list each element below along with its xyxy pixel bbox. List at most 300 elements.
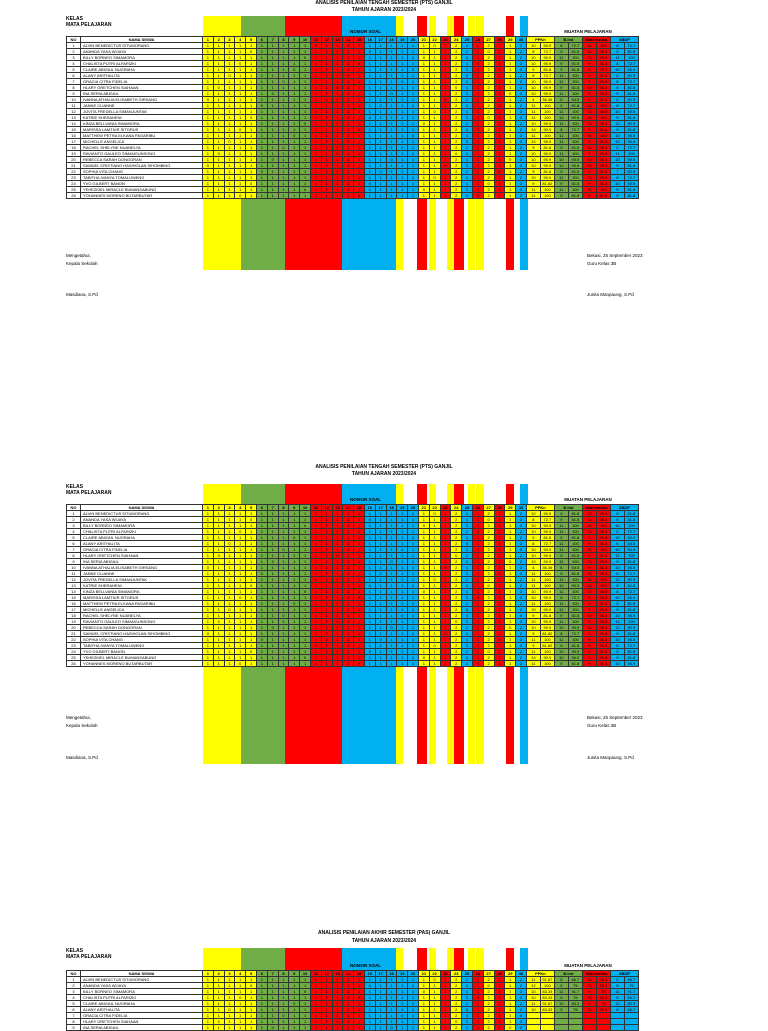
row-no: 14 [67, 589, 81, 595]
question-mark: 1 [472, 977, 483, 983]
question-mark: 1 [494, 175, 505, 181]
subject-score: 9 [582, 541, 596, 547]
question-mark: 1 [278, 511, 289, 517]
question-mark: 1 [224, 577, 235, 583]
guru-name: Junita Manpaung, S.Pd [587, 755, 634, 760]
question-mark: 1 [440, 61, 451, 67]
question-mark: 0 [516, 613, 527, 619]
subject-score: 81.8 [596, 631, 610, 637]
subject-score: 81.8 [596, 73, 610, 79]
subject-score: 90.9 [540, 151, 554, 157]
question-mark: 1 [364, 163, 375, 169]
subject-score: 11 [526, 115, 540, 121]
question-mark: 1 [375, 661, 386, 667]
question-mark: 1 [408, 175, 419, 181]
question-mark: 1 [494, 145, 505, 151]
question-mark: 1 [310, 61, 321, 67]
question-mark: 2 [516, 577, 527, 583]
row-no: 6 [67, 1007, 81, 1013]
question-mark: 1 [332, 1013, 343, 1019]
subject-score: 11 [554, 601, 568, 607]
question-mark: 2 [516, 541, 527, 547]
question-mark: 1 [418, 977, 429, 983]
question-mark: 0 [451, 619, 462, 625]
question-mark: 1 [224, 619, 235, 625]
question-mark: 1 [256, 649, 267, 655]
student-name: KATRIE SHERAHENI [81, 115, 203, 121]
subject-score: 90.9 [624, 661, 638, 667]
question-mark: 1 [440, 995, 451, 1001]
question-mark: 1 [289, 115, 300, 121]
student-name: YEHEZKIEL MIRACLE BUMANSABUNG [81, 187, 203, 193]
question-mark: 1 [462, 619, 473, 625]
subject-score: 81.8 [596, 601, 610, 607]
question-mark: 1 [300, 1019, 311, 1025]
question-mark: 1 [278, 181, 289, 187]
question-mark: 1 [203, 103, 214, 109]
header-question-16: 16 [364, 971, 375, 977]
question-mark: 1 [462, 187, 473, 193]
question-mark: 1 [310, 553, 321, 559]
question-mark: 1 [289, 1013, 300, 1019]
question-mark: 2 [483, 73, 494, 79]
question-mark: 2 [451, 607, 462, 613]
question-mark: 1 [246, 145, 257, 151]
subject-score: 81.8 [596, 565, 610, 571]
question-mark: 1 [203, 571, 214, 577]
question-mark: 1 [494, 1019, 505, 1025]
subject-score: 72.7 [596, 67, 610, 73]
question-mark: 1 [224, 181, 235, 187]
question-mark: 1 [429, 995, 440, 1001]
question-mark: 2 [483, 529, 494, 535]
subject-score: 11 [554, 73, 568, 79]
subject-score: 100 [540, 193, 554, 199]
question-mark: 1 [429, 1001, 440, 1007]
subject-score: 81.8 [596, 655, 610, 661]
row-no: 24 [67, 649, 81, 655]
sheet-title: ANALISIS PENILAIAN AKHIR SEMESTER (PAS) GANJIL [318, 930, 450, 936]
question-mark: 1 [203, 661, 214, 667]
student-name: INA SERIA ABIGAIL [81, 91, 203, 97]
question-mark: 1 [310, 97, 321, 103]
question-mark: 1 [321, 1001, 332, 1007]
question-mark: 1 [354, 643, 365, 649]
question-mark: 2 [451, 109, 462, 115]
question-mark: 2 [483, 565, 494, 571]
question-mark: 1 [224, 643, 235, 649]
student-name: SAMUEL CRISTIANO HASIHOLAN SIHOMBING [81, 163, 203, 169]
question-mark: 1 [375, 553, 386, 559]
question-mark: 1 [300, 529, 311, 535]
question-mark: 0 [483, 983, 494, 989]
question-mark: 1 [235, 1025, 246, 1031]
question-mark: 1 [505, 565, 516, 571]
question-mark: 1 [278, 73, 289, 79]
question-mark: 1 [203, 553, 214, 559]
question-mark: 1 [354, 535, 365, 541]
question-mark: 1 [256, 175, 267, 181]
question-mark: 1 [462, 1019, 473, 1025]
question-mark: 1 [332, 643, 343, 649]
question-mark: 1 [386, 631, 397, 637]
question-mark: 1 [397, 565, 408, 571]
header-subject-0: PPKn [526, 505, 554, 511]
subject-score: 10 [610, 661, 624, 667]
question-mark: 1 [408, 121, 419, 127]
subject-score: 81.8 [624, 631, 638, 637]
subject-score: 10 [526, 595, 540, 601]
header-question-21: 21 [418, 505, 429, 511]
question-mark: 1 [321, 619, 332, 625]
question-mark: 1 [408, 55, 419, 61]
subject-score: 100 [624, 619, 638, 625]
question-mark: 1 [300, 577, 311, 583]
question-mark: 1 [235, 169, 246, 175]
subject-score: 10 [582, 163, 596, 169]
header-question-24: 24 [451, 37, 462, 43]
header-nama: NAMA SISWA [81, 971, 203, 977]
question-mark: 1 [440, 541, 451, 547]
question-mark: 1 [310, 989, 321, 995]
question-mark: 2 [483, 977, 494, 983]
question-mark: 1 [213, 193, 224, 199]
subject-score: 81.82 [542, 643, 553, 648]
question-mark: 1 [418, 1001, 429, 1007]
question-mark: 2 [483, 151, 494, 157]
subject-score: 83.3 [596, 1007, 610, 1013]
question-mark: 1 [375, 619, 386, 625]
question-mark: 1 [505, 517, 516, 523]
subject-score: 10 [582, 157, 596, 163]
question-mark: 1 [289, 43, 300, 49]
question-mark: 1 [418, 529, 429, 535]
subject-score: 90.9 [624, 157, 638, 163]
question-mark: 1 [310, 595, 321, 601]
subject-score: 8 [610, 643, 624, 649]
question-mark: 0 [224, 73, 235, 79]
question-mark: 1 [278, 127, 289, 133]
question-mark: 1 [429, 193, 440, 199]
subject-score: 90.9 [540, 79, 554, 85]
question-mark: 1 [494, 577, 505, 583]
table-row [67, 661, 639, 667]
question-mark: 1 [354, 91, 365, 97]
question-mark: 1 [246, 133, 257, 139]
question-mark: 2 [483, 97, 494, 103]
question-mark: 1 [278, 97, 289, 103]
question-mark: 1 [462, 109, 473, 115]
subject-score: 10 [582, 613, 596, 619]
row-no: 23 [67, 175, 81, 181]
question-mark: 1 [472, 157, 483, 163]
question-mark: 1 [289, 145, 300, 151]
subject-score: 10 [582, 175, 596, 181]
question-mark: 1 [397, 181, 408, 187]
question-mark: 1 [418, 67, 429, 73]
question-mark: 1 [505, 115, 516, 121]
question-mark: 1 [418, 601, 429, 607]
question-mark: 1 [321, 547, 332, 553]
question-mark: 1 [364, 661, 375, 667]
muatan-caption: MUATAN PELAJARAN [564, 963, 612, 968]
question-mark: 0 [364, 49, 375, 55]
question-mark: 1 [310, 115, 321, 121]
subject-score: 75 [568, 1007, 582, 1013]
question-mark: 1 [429, 139, 440, 145]
question-mark: 1 [203, 49, 214, 55]
question-mark: 1 [494, 91, 505, 97]
subject-score: 100 [540, 133, 554, 139]
question-mark: 1 [462, 61, 473, 67]
question-mark: 1 [321, 571, 332, 577]
question-mark: 1 [375, 649, 386, 655]
subject-score: 9 [526, 169, 540, 175]
header-question-6: 6 [256, 37, 267, 43]
question-mark: 1 [343, 535, 354, 541]
question-mark: 1 [429, 571, 440, 577]
question-mark: 1 [310, 631, 321, 637]
question-mark: 1 [354, 983, 365, 989]
question-mark: 2 [483, 1013, 494, 1019]
question-mark: 1 [343, 661, 354, 667]
question-mark: 1 [267, 85, 278, 91]
question-mark: 1 [375, 79, 386, 85]
question-mark: 1 [343, 613, 354, 619]
subject-score: 11 [610, 619, 624, 625]
subject-score: 90.9 [624, 637, 638, 643]
question-mark: 1 [235, 607, 246, 613]
subject-score: 90.9 [540, 523, 554, 529]
student-name: BILLY BORNEO SIMAMORA [81, 55, 203, 61]
subject-score: 72.7 [568, 43, 582, 49]
subject-score [582, 1025, 596, 1031]
question-mark: 1 [429, 67, 440, 73]
subject-score: 90.9 [540, 619, 554, 625]
question-mark: 1 [397, 1019, 408, 1025]
question-mark: 1 [505, 595, 516, 601]
question-mark: 2 [483, 661, 494, 667]
question-mark: 1 [494, 187, 505, 193]
question-mark: 1 [462, 625, 473, 631]
question-mark: 1 [203, 511, 214, 517]
question-mark: 1 [224, 145, 235, 151]
question-mark: 1 [289, 85, 300, 91]
question-mark: 1 [364, 989, 375, 995]
question-mark: 1 [397, 643, 408, 649]
header-question-17: 17 [375, 505, 386, 511]
question-mark: 2 [451, 637, 462, 643]
question-mark: 1 [235, 655, 246, 661]
question-mark: 1 [354, 157, 365, 163]
question-mark: 0 [505, 559, 516, 565]
question-mark: 1 [343, 625, 354, 631]
sheet-year: TAHUN AJARAN 2023/2024 [351, 938, 417, 944]
question-mark: 1 [321, 151, 332, 157]
header-nama: NAMA SISWA [81, 505, 203, 511]
subject-score: 8 [554, 595, 568, 601]
subject-score: 10 [610, 181, 624, 187]
question-mark: 1 [440, 607, 451, 613]
question-mark: 1 [440, 547, 451, 553]
question-mark: 1 [278, 989, 289, 995]
question-mark: 1 [300, 1001, 311, 1007]
subject-score: 100 [540, 601, 554, 607]
question-mark: 1 [321, 553, 332, 559]
question-mark: 1 [224, 523, 235, 529]
question-mark: 1 [440, 529, 451, 535]
question-mark: 1 [354, 187, 365, 193]
question-mark: 1 [408, 1019, 419, 1025]
subject-score: 100 [596, 187, 610, 193]
question-mark: 1 [278, 43, 289, 49]
question-mark: 0 [505, 1025, 516, 1031]
subject-score: 90.9 [624, 577, 638, 583]
question-mark: 2 [451, 541, 462, 547]
question-mark: 1 [300, 43, 311, 49]
question-mark: 2 [483, 577, 494, 583]
subject-score: 72.7 [540, 49, 554, 55]
question-mark: 1 [364, 169, 375, 175]
subject-score: 11 [526, 601, 540, 607]
question-mark: 1 [397, 139, 408, 145]
question-mark: 1 [375, 115, 386, 121]
question-mark: 1 [364, 535, 375, 541]
question-mark: 1 [408, 559, 419, 565]
question-mark: 1 [354, 109, 365, 115]
subject-score: 11 [554, 55, 568, 61]
question-mark: 1 [505, 589, 516, 595]
subject-score: 9 [582, 1001, 596, 1007]
question-mark: 1 [494, 55, 505, 61]
question-mark: 1 [300, 595, 311, 601]
nomor-soal-caption: NOMOR SOAL [350, 29, 381, 34]
subject-score: 90.9 [624, 535, 638, 541]
question-mark: 0 [213, 553, 224, 559]
question-mark: 1 [397, 187, 408, 193]
question-mark: 1 [418, 109, 429, 115]
question-mark: 1 [332, 115, 343, 121]
question-mark: 1 [246, 1013, 257, 1019]
question-mark: 1 [472, 181, 483, 187]
question-mark: 1 [224, 511, 235, 517]
question-mark: 1 [418, 103, 429, 109]
subject-score: 10 [526, 995, 540, 1001]
question-mark: 1 [332, 163, 343, 169]
subject-score: 90.9 [624, 67, 638, 73]
sheet-title: ANALISIS PENILAIAN TENGAH SEMESTER (PTS) GANJIL [315, 0, 453, 6]
question-mark: 1 [343, 61, 354, 67]
question-mark: 1 [408, 193, 419, 199]
question-mark: 1 [289, 1007, 300, 1013]
question-mark: 1 [440, 121, 451, 127]
question-mark: 1 [289, 139, 300, 145]
question-mark: 1 [440, 103, 451, 109]
subject-score: 100 [568, 619, 582, 625]
question-mark: 1 [505, 145, 516, 151]
question-mark: 2 [451, 187, 462, 193]
question-mark: 2 [516, 643, 527, 649]
question-mark: 1 [462, 49, 473, 55]
subject-score: 11 [554, 541, 568, 547]
header-question-20: 20 [408, 971, 419, 977]
question-mark: 1 [267, 565, 278, 571]
question-mark: 1 [462, 169, 473, 175]
question-mark: 1 [397, 43, 408, 49]
subject-score: 9 [582, 535, 596, 541]
subject-score: 10 [526, 553, 540, 559]
subject-score: 10 [582, 529, 596, 535]
question-mark: 1 [418, 133, 429, 139]
header-question-14: 14 [343, 505, 354, 511]
subject-score: 72.7 [624, 43, 638, 49]
subject-score: 10 [582, 1007, 596, 1013]
question-mark: 2 [516, 181, 527, 187]
subject-score: 54.5 [624, 541, 638, 547]
question-mark: 1 [462, 163, 473, 169]
subject-score: 100 [596, 43, 610, 49]
question-mark: 1 [364, 577, 375, 583]
question-mark: 1 [300, 1007, 311, 1013]
question-mark: 1 [310, 73, 321, 79]
question-mark: 0 [429, 43, 440, 49]
question-mark: 1 [267, 121, 278, 127]
row-no: 3 [67, 523, 81, 529]
question-mark: 1 [354, 169, 365, 175]
subject-score: 100 [568, 577, 582, 583]
question-mark: 1 [462, 55, 473, 61]
question-mark: 1 [408, 637, 419, 643]
question-mark: 1 [224, 91, 235, 97]
question-mark: 1 [256, 109, 267, 115]
question-mark: 1 [505, 79, 516, 85]
subject-score: 100 [596, 133, 610, 139]
question-mark: 1 [494, 139, 505, 145]
row-no: 5 [67, 67, 81, 73]
subject-score: 8 [554, 43, 568, 49]
question-mark: 1 [364, 145, 375, 151]
subject-score: 9 [582, 151, 596, 157]
question-mark: 1 [289, 643, 300, 649]
question-mark: 2 [516, 517, 527, 523]
question-mark: 1 [386, 583, 397, 589]
question-mark: 1 [429, 613, 440, 619]
question-mark: 1 [235, 85, 246, 91]
question-mark: 1 [332, 535, 343, 541]
question-mark: 1 [332, 1001, 343, 1007]
question-mark: 1 [364, 1025, 375, 1031]
question-mark: 2 [451, 983, 462, 989]
question-mark: 1 [321, 91, 332, 97]
question-mark: 1 [224, 61, 235, 67]
question-mark: 1 [213, 583, 224, 589]
question-mark: 1 [203, 109, 214, 115]
question-mark: 2 [451, 181, 462, 187]
question-mark: 1 [256, 559, 267, 565]
student-name: JANNE CLIANNE [81, 571, 203, 577]
question-mark: 1 [343, 127, 354, 133]
question-mark: 1 [278, 175, 289, 181]
subject-score: 9 [582, 169, 596, 175]
question-mark: 1 [375, 97, 386, 103]
subject-score: 90.9 [540, 655, 554, 661]
question-mark: 1 [440, 73, 451, 79]
subject-score: 11 [554, 637, 568, 643]
question-mark: 1 [375, 559, 386, 565]
subject-score: 8 [554, 977, 568, 983]
question-mark: 1 [354, 553, 365, 559]
question-mark: 1 [300, 649, 311, 655]
